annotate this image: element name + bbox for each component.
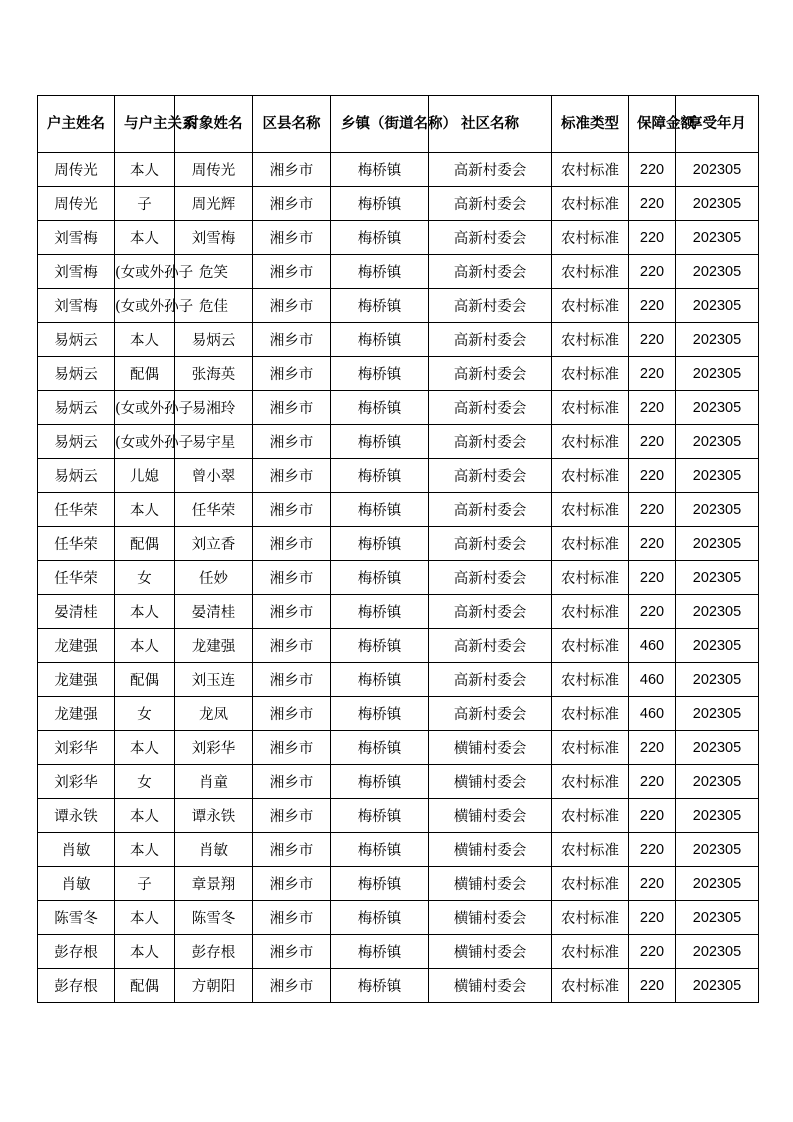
county-cell: 湘乡市 bbox=[253, 459, 331, 493]
amount-cell: 220 bbox=[629, 561, 676, 595]
relation-cell: 配偶 bbox=[115, 663, 175, 697]
town-cell: 梅桥镇 bbox=[331, 221, 429, 255]
header-month: 享受年月 bbox=[676, 96, 759, 153]
month-cell: 202305 bbox=[676, 527, 759, 561]
town-cell: 梅桥镇 bbox=[331, 629, 429, 663]
amount-cell: 220 bbox=[629, 255, 676, 289]
community-cell: 横铺村委会 bbox=[429, 799, 552, 833]
county-cell: 湘乡市 bbox=[253, 765, 331, 799]
month-cell: 202305 bbox=[676, 153, 759, 187]
amount-cell: 220 bbox=[629, 187, 676, 221]
amount-cell: 220 bbox=[629, 221, 676, 255]
householder-cell: 刘彩华 bbox=[38, 765, 115, 799]
town-cell: 梅桥镇 bbox=[331, 561, 429, 595]
standard-type-cell: 农村标准 bbox=[552, 255, 629, 289]
member-name-cell: 周传光 bbox=[175, 153, 253, 187]
householder-cell: 彭存根 bbox=[38, 935, 115, 969]
town-cell: 梅桥镇 bbox=[331, 493, 429, 527]
relation-cell: 子 bbox=[115, 867, 175, 901]
table-row bbox=[38, 969, 759, 1003]
table-row bbox=[38, 221, 759, 255]
standard-type-cell: 农村标准 bbox=[552, 527, 629, 561]
county-cell: 湘乡市 bbox=[253, 833, 331, 867]
town-cell: 梅桥镇 bbox=[331, 425, 429, 459]
member-name-cell: 易湘玲 bbox=[175, 391, 253, 425]
month-cell: 202305 bbox=[676, 901, 759, 935]
header-amount: 保障金额 bbox=[629, 96, 676, 153]
assistance-roster-table bbox=[37, 95, 759, 1003]
community-cell: 横铺村委会 bbox=[429, 935, 552, 969]
community-cell: 高新村委会 bbox=[429, 221, 552, 255]
county-cell: 湘乡市 bbox=[253, 289, 331, 323]
standard-type-cell: 农村标准 bbox=[552, 969, 629, 1003]
month-cell: 202305 bbox=[676, 323, 759, 357]
householder-cell: 易炳云 bbox=[38, 425, 115, 459]
standard-type-cell: 农村标准 bbox=[552, 289, 629, 323]
standard-type-cell: 农村标准 bbox=[552, 935, 629, 969]
householder-cell: 刘雪梅 bbox=[38, 221, 115, 255]
community-cell: 横铺村委会 bbox=[429, 833, 552, 867]
table-row bbox=[38, 357, 759, 391]
member-name-cell: 危佳 bbox=[175, 289, 253, 323]
county-cell: 湘乡市 bbox=[253, 935, 331, 969]
householder-cell: 陈雪冬 bbox=[38, 901, 115, 935]
relation-cell: 儿媳 bbox=[115, 459, 175, 493]
relation-cell: (女或外孙子 bbox=[115, 425, 175, 459]
table-row bbox=[38, 153, 759, 187]
amount-cell: 220 bbox=[629, 765, 676, 799]
table-row bbox=[38, 187, 759, 221]
town-cell: 梅桥镇 bbox=[331, 187, 429, 221]
member-name-cell: 刘雪梅 bbox=[175, 221, 253, 255]
householder-cell: 易炳云 bbox=[38, 323, 115, 357]
county-cell: 湘乡市 bbox=[253, 595, 331, 629]
householder-cell: 谭永铁 bbox=[38, 799, 115, 833]
county-cell: 湘乡市 bbox=[253, 697, 331, 731]
member-name-cell: 周光辉 bbox=[175, 187, 253, 221]
month-cell: 202305 bbox=[676, 357, 759, 391]
relation-cell: 配偶 bbox=[115, 969, 175, 1003]
householder-cell: 易炳云 bbox=[38, 357, 115, 391]
county-cell: 湘乡市 bbox=[253, 153, 331, 187]
community-cell: 高新村委会 bbox=[429, 697, 552, 731]
town-cell: 梅桥镇 bbox=[331, 255, 429, 289]
amount-cell: 460 bbox=[629, 697, 676, 731]
relation-cell: 本人 bbox=[115, 731, 175, 765]
town-cell: 梅桥镇 bbox=[331, 663, 429, 697]
amount-cell: 220 bbox=[629, 935, 676, 969]
standard-type-cell: 农村标准 bbox=[552, 153, 629, 187]
relation-cell: 本人 bbox=[115, 935, 175, 969]
town-cell: 梅桥镇 bbox=[331, 765, 429, 799]
table-header bbox=[38, 96, 759, 153]
standard-type-cell: 农村标准 bbox=[552, 765, 629, 799]
amount-cell: 220 bbox=[629, 425, 676, 459]
standard-type-cell: 农村标准 bbox=[552, 391, 629, 425]
householder-cell: 龙建强 bbox=[38, 629, 115, 663]
amount-cell: 220 bbox=[629, 459, 676, 493]
town-cell: 梅桥镇 bbox=[331, 697, 429, 731]
member-name-cell: 肖童 bbox=[175, 765, 253, 799]
table-row bbox=[38, 527, 759, 561]
standard-type-cell: 农村标准 bbox=[552, 323, 629, 357]
town-cell: 梅桥镇 bbox=[331, 595, 429, 629]
member-name-cell: 刘立香 bbox=[175, 527, 253, 561]
header-row bbox=[38, 96, 759, 153]
table-row bbox=[38, 697, 759, 731]
relation-cell: 本人 bbox=[115, 595, 175, 629]
county-cell: 湘乡市 bbox=[253, 799, 331, 833]
community-cell: 横铺村委会 bbox=[429, 969, 552, 1003]
month-cell: 202305 bbox=[676, 629, 759, 663]
table-row bbox=[38, 765, 759, 799]
amount-cell: 220 bbox=[629, 527, 676, 561]
month-cell: 202305 bbox=[676, 561, 759, 595]
month-cell: 202305 bbox=[676, 663, 759, 697]
householder-cell: 刘雪梅 bbox=[38, 289, 115, 323]
householder-cell: 刘彩华 bbox=[38, 731, 115, 765]
householder-cell: 龙建强 bbox=[38, 663, 115, 697]
county-cell: 湘乡市 bbox=[253, 357, 331, 391]
community-cell: 高新村委会 bbox=[429, 629, 552, 663]
community-cell: 高新村委会 bbox=[429, 493, 552, 527]
member-name-cell: 肖敏 bbox=[175, 833, 253, 867]
standard-type-cell: 农村标准 bbox=[552, 221, 629, 255]
standard-type-cell: 农村标准 bbox=[552, 187, 629, 221]
relation-cell: 本人 bbox=[115, 833, 175, 867]
table-row bbox=[38, 493, 759, 527]
member-name-cell: 章景翔 bbox=[175, 867, 253, 901]
county-cell: 湘乡市 bbox=[253, 969, 331, 1003]
amount-cell: 220 bbox=[629, 153, 676, 187]
relation-cell: 女 bbox=[115, 561, 175, 595]
householder-cell: 刘雪梅 bbox=[38, 255, 115, 289]
header-member: 对象姓名 bbox=[175, 96, 253, 153]
month-cell: 202305 bbox=[676, 697, 759, 731]
relation-cell: 本人 bbox=[115, 799, 175, 833]
county-cell: 湘乡市 bbox=[253, 391, 331, 425]
member-name-cell: 陈雪冬 bbox=[175, 901, 253, 935]
amount-cell: 220 bbox=[629, 493, 676, 527]
community-cell: 横铺村委会 bbox=[429, 765, 552, 799]
table-row bbox=[38, 629, 759, 663]
relation-cell: 本人 bbox=[115, 493, 175, 527]
community-cell: 高新村委会 bbox=[429, 255, 552, 289]
standard-type-cell: 农村标准 bbox=[552, 561, 629, 595]
table-row bbox=[38, 595, 759, 629]
header-community: 社区名称 bbox=[429, 96, 552, 153]
amount-cell: 220 bbox=[629, 391, 676, 425]
county-cell: 湘乡市 bbox=[253, 323, 331, 357]
community-cell: 高新村委会 bbox=[429, 425, 552, 459]
member-name-cell: 易炳云 bbox=[175, 323, 253, 357]
standard-type-cell: 农村标准 bbox=[552, 663, 629, 697]
month-cell: 202305 bbox=[676, 867, 759, 901]
town-cell: 梅桥镇 bbox=[331, 357, 429, 391]
standard-type-cell: 农村标准 bbox=[552, 425, 629, 459]
town-cell: 梅桥镇 bbox=[331, 901, 429, 935]
member-name-cell: 刘玉连 bbox=[175, 663, 253, 697]
community-cell: 高新村委会 bbox=[429, 459, 552, 493]
householder-cell: 易炳云 bbox=[38, 391, 115, 425]
town-cell: 梅桥镇 bbox=[331, 731, 429, 765]
relation-cell: 本人 bbox=[115, 901, 175, 935]
table-row bbox=[38, 289, 759, 323]
table-row bbox=[38, 833, 759, 867]
month-cell: 202305 bbox=[676, 969, 759, 1003]
table-row bbox=[38, 731, 759, 765]
amount-cell: 460 bbox=[629, 663, 676, 697]
amount-cell: 220 bbox=[629, 289, 676, 323]
county-cell: 湘乡市 bbox=[253, 527, 331, 561]
community-cell: 高新村委会 bbox=[429, 289, 552, 323]
member-name-cell: 任妙 bbox=[175, 561, 253, 595]
amount-cell: 220 bbox=[629, 833, 676, 867]
member-name-cell: 曾小翠 bbox=[175, 459, 253, 493]
relation-cell: 本人 bbox=[115, 221, 175, 255]
county-cell: 湘乡市 bbox=[253, 663, 331, 697]
member-name-cell: 方朝阳 bbox=[175, 969, 253, 1003]
county-cell: 湘乡市 bbox=[253, 629, 331, 663]
town-cell: 梅桥镇 bbox=[331, 527, 429, 561]
householder-cell: 彭存根 bbox=[38, 969, 115, 1003]
county-cell: 湘乡市 bbox=[253, 901, 331, 935]
relation-cell: 本人 bbox=[115, 629, 175, 663]
relation-cell: 女 bbox=[115, 697, 175, 731]
table-row bbox=[38, 561, 759, 595]
householder-cell: 周传光 bbox=[38, 153, 115, 187]
month-cell: 202305 bbox=[676, 493, 759, 527]
table-row bbox=[38, 255, 759, 289]
town-cell: 梅桥镇 bbox=[331, 799, 429, 833]
community-cell: 高新村委会 bbox=[429, 561, 552, 595]
table-body bbox=[38, 153, 759, 1003]
standard-type-cell: 农村标准 bbox=[552, 629, 629, 663]
month-cell: 202305 bbox=[676, 731, 759, 765]
month-cell: 202305 bbox=[676, 187, 759, 221]
standard-type-cell: 农村标准 bbox=[552, 901, 629, 935]
member-name-cell: 危笑 bbox=[175, 255, 253, 289]
amount-cell: 220 bbox=[629, 969, 676, 1003]
relation-cell: 本人 bbox=[115, 323, 175, 357]
community-cell: 高新村委会 bbox=[429, 153, 552, 187]
month-cell: 202305 bbox=[676, 765, 759, 799]
town-cell: 梅桥镇 bbox=[331, 391, 429, 425]
month-cell: 202305 bbox=[676, 221, 759, 255]
month-cell: 202305 bbox=[676, 935, 759, 969]
member-name-cell: 张海英 bbox=[175, 357, 253, 391]
standard-type-cell: 农村标准 bbox=[552, 493, 629, 527]
amount-cell: 220 bbox=[629, 731, 676, 765]
community-cell: 横铺村委会 bbox=[429, 731, 552, 765]
month-cell: 202305 bbox=[676, 833, 759, 867]
town-cell: 梅桥镇 bbox=[331, 969, 429, 1003]
relation-cell: 配偶 bbox=[115, 527, 175, 561]
table-row bbox=[38, 867, 759, 901]
member-name-cell: 刘彩华 bbox=[175, 731, 253, 765]
householder-cell: 肖敏 bbox=[38, 867, 115, 901]
householder-cell: 易炳云 bbox=[38, 459, 115, 493]
amount-cell: 460 bbox=[629, 629, 676, 663]
header-county: 区县名称 bbox=[253, 96, 331, 153]
header-relation: 与户主关系 bbox=[115, 96, 175, 153]
standard-type-cell: 农村标准 bbox=[552, 731, 629, 765]
relation-cell: (女或外孙子 bbox=[115, 289, 175, 323]
month-cell: 202305 bbox=[676, 459, 759, 493]
householder-cell: 任华荣 bbox=[38, 493, 115, 527]
county-cell: 湘乡市 bbox=[253, 255, 331, 289]
householder-cell: 肖敏 bbox=[38, 833, 115, 867]
amount-cell: 220 bbox=[629, 799, 676, 833]
table-row bbox=[38, 459, 759, 493]
header-town: 乡镇（街道名称） bbox=[331, 96, 429, 153]
community-cell: 高新村委会 bbox=[429, 391, 552, 425]
table-row bbox=[38, 901, 759, 935]
community-cell: 高新村委会 bbox=[429, 323, 552, 357]
county-cell: 湘乡市 bbox=[253, 425, 331, 459]
town-cell: 梅桥镇 bbox=[331, 459, 429, 493]
standard-type-cell: 农村标准 bbox=[552, 697, 629, 731]
standard-type-cell: 农村标准 bbox=[552, 357, 629, 391]
householder-cell: 周传光 bbox=[38, 187, 115, 221]
householder-cell: 龙建强 bbox=[38, 697, 115, 731]
town-cell: 梅桥镇 bbox=[331, 833, 429, 867]
community-cell: 横铺村委会 bbox=[429, 867, 552, 901]
standard-type-cell: 农村标准 bbox=[552, 833, 629, 867]
member-name-cell: 晏清桂 bbox=[175, 595, 253, 629]
householder-cell: 任华荣 bbox=[38, 527, 115, 561]
month-cell: 202305 bbox=[676, 289, 759, 323]
town-cell: 梅桥镇 bbox=[331, 323, 429, 357]
member-name-cell: 龙凤 bbox=[175, 697, 253, 731]
county-cell: 湘乡市 bbox=[253, 187, 331, 221]
community-cell: 高新村委会 bbox=[429, 527, 552, 561]
header-standard: 标准类型 bbox=[552, 96, 629, 153]
table-row bbox=[38, 391, 759, 425]
standard-type-cell: 农村标准 bbox=[552, 595, 629, 629]
table-row bbox=[38, 663, 759, 697]
amount-cell: 220 bbox=[629, 901, 676, 935]
member-name-cell: 谭永铁 bbox=[175, 799, 253, 833]
county-cell: 湘乡市 bbox=[253, 221, 331, 255]
member-name-cell: 任华荣 bbox=[175, 493, 253, 527]
relation-cell: 子 bbox=[115, 187, 175, 221]
community-cell: 高新村委会 bbox=[429, 187, 552, 221]
month-cell: 202305 bbox=[676, 425, 759, 459]
amount-cell: 220 bbox=[629, 357, 676, 391]
community-cell: 高新村委会 bbox=[429, 663, 552, 697]
amount-cell: 220 bbox=[629, 323, 676, 357]
amount-cell: 220 bbox=[629, 867, 676, 901]
householder-cell: 晏清桂 bbox=[38, 595, 115, 629]
standard-type-cell: 农村标准 bbox=[552, 459, 629, 493]
householder-cell: 任华荣 bbox=[38, 561, 115, 595]
town-cell: 梅桥镇 bbox=[331, 867, 429, 901]
month-cell: 202305 bbox=[676, 255, 759, 289]
county-cell: 湘乡市 bbox=[253, 561, 331, 595]
table-row bbox=[38, 935, 759, 969]
relation-cell: 女 bbox=[115, 765, 175, 799]
header-householder: 户主姓名 bbox=[38, 96, 115, 153]
standard-type-cell: 农村标准 bbox=[552, 799, 629, 833]
town-cell: 梅桥镇 bbox=[331, 935, 429, 969]
county-cell: 湘乡市 bbox=[253, 867, 331, 901]
relation-cell: 本人 bbox=[115, 153, 175, 187]
amount-cell: 220 bbox=[629, 595, 676, 629]
month-cell: 202305 bbox=[676, 799, 759, 833]
member-name-cell: 彭存根 bbox=[175, 935, 253, 969]
town-cell: 梅桥镇 bbox=[331, 153, 429, 187]
table-row bbox=[38, 425, 759, 459]
month-cell: 202305 bbox=[676, 595, 759, 629]
community-cell: 高新村委会 bbox=[429, 357, 552, 391]
relation-cell: (女或外孙子 bbox=[115, 391, 175, 425]
table-row bbox=[38, 799, 759, 833]
month-cell: 202305 bbox=[676, 391, 759, 425]
community-cell: 高新村委会 bbox=[429, 595, 552, 629]
county-cell: 湘乡市 bbox=[253, 493, 331, 527]
table-row bbox=[38, 323, 759, 357]
standard-type-cell: 农村标准 bbox=[552, 867, 629, 901]
relation-cell: 配偶 bbox=[115, 357, 175, 391]
member-name-cell: 龙建强 bbox=[175, 629, 253, 663]
community-cell: 横铺村委会 bbox=[429, 901, 552, 935]
county-cell: 湘乡市 bbox=[253, 731, 331, 765]
relation-cell: (女或外孙子 bbox=[115, 255, 175, 289]
member-name-cell: 易宇星 bbox=[175, 425, 253, 459]
town-cell: 梅桥镇 bbox=[331, 289, 429, 323]
